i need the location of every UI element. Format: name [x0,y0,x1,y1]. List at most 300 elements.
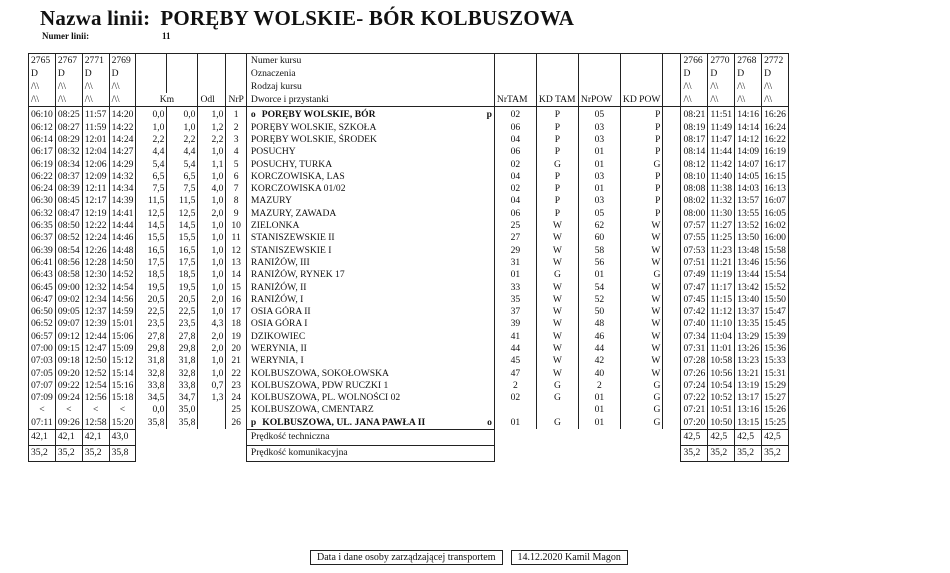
km-value: 22,5 [136,306,167,318]
header-cell: 2772 [762,54,789,68]
return-time: 15:58 [762,244,789,256]
speed-value: 35,2 [681,445,708,461]
km-value: 0,0 [136,107,167,122]
blank-cell [536,445,578,461]
departure-time: 08:32 [55,146,82,158]
blank-cell [663,244,681,256]
departure-time: 12:28 [82,257,109,269]
departure-time: 12:50 [82,355,109,367]
kind-cell: /\\ [762,93,789,107]
table-row [29,107,789,122]
km-value: 35,0 [167,404,198,416]
speed-value: 35,2 [708,445,735,461]
kdtam-value: W [536,281,578,293]
table-row [29,306,789,318]
table-row [29,293,789,305]
departure-time: 06:35 [29,220,56,232]
nrtam-value: 02 [494,158,536,170]
departure-time: < [55,404,82,416]
distance-value: 1,0 [198,232,226,244]
distance-value [198,416,226,429]
kdtam-value: P [536,107,578,122]
kdtam-value: W [536,220,578,232]
return-time: 07:21 [681,404,708,416]
kind-cell: /\\ [708,93,735,107]
return-time: 11:17 [708,281,735,293]
km-value: 6,5 [167,170,198,182]
nrpow-value: 03 [578,121,620,133]
stop-name [246,367,494,379]
return-time: 13:42 [735,281,762,293]
return-time: 15:54 [762,269,789,281]
distance-value: 1,0 [198,306,226,318]
speed-value: 42,1 [82,429,109,445]
stop-name-text: KOLBUSZOWA, CMENTARZ [250,404,374,416]
return-time: 13:55 [735,207,762,219]
return-time: 11:12 [708,306,735,318]
departure-time: 08:45 [55,195,82,207]
kdpow-value: W [620,367,663,379]
stop-name-text: PORĘBY WOLSKIE, SZKOŁA [250,121,377,133]
km-value: 5,4 [167,158,198,170]
km-value: 31,8 [167,355,198,367]
blank-cell [663,404,681,416]
kdpow-value: P [620,170,663,182]
stop-number: 13 [226,257,246,269]
departure-time: 08:47 [55,207,82,219]
return-time: 07:47 [681,281,708,293]
nrtam-value: 02 [494,183,536,195]
speed-value: 42,1 [29,429,56,445]
header-row [29,67,789,80]
departure-time: 12:09 [82,170,109,182]
stop-name [246,207,494,219]
blank-cell [494,429,536,445]
return-time: 15:50 [762,293,789,305]
departure-time: 14:22 [109,121,136,133]
stop-name-text: RANIŻÓW, III [250,256,310,268]
stop-name-text: KOLBUSZOWA, PDW RUCZKI 1 [250,379,389,391]
speed-value: 42,5 [762,429,789,445]
departure-time: 12:58 [82,416,109,429]
kdpow-value: W [620,330,663,342]
return-time: 16:05 [762,207,789,219]
departure-time: 08:37 [55,170,82,182]
header-cell: 2771 [82,54,109,68]
nrtam-value: 04 [494,170,536,182]
stop-name [246,195,494,207]
return-time: 11:32 [708,195,735,207]
kdpow-value: G [620,392,663,404]
header-blank [167,80,198,93]
kind-cell: /\\ [82,93,109,107]
blank-cell [663,207,681,219]
header-cell: D [681,67,708,80]
nrtam-value: 01 [494,269,536,281]
return-time: 14:12 [735,134,762,146]
km-value: 15,5 [136,232,167,244]
kdtam-value: G [536,158,578,170]
speed-comm-row [29,445,789,461]
stop-name-text: WERYNIA, I [250,355,304,367]
departure-time: 06:12 [29,121,56,133]
stop-name [246,318,494,330]
departure-time: 12:04 [82,146,109,158]
kdtam-value: G [536,416,578,429]
return-time: 07:51 [681,257,708,269]
distance-value: 1,0 [198,170,226,182]
kdtam-value: W [536,330,578,342]
distance-value: 1,2 [198,121,226,133]
stop-name [246,170,494,182]
departure-time: 14:59 [109,306,136,318]
blank-cell [167,429,198,445]
stop-name [246,107,494,122]
nrtam-value: 06 [494,207,536,219]
departure-time: 12:06 [82,158,109,170]
stop-number: 26 [226,416,246,429]
departure-time: 12:26 [82,244,109,256]
blank-cell [663,220,681,232]
departure-time: 14:46 [109,232,136,244]
stop-name [246,293,494,305]
speed-value: 35,8 [109,445,136,461]
stop-name [246,404,494,416]
table-row [29,121,789,133]
departure-time: 08:52 [55,232,82,244]
nrpow-value: 50 [578,306,620,318]
kdpow-header: KD POW [620,93,663,107]
departure-time: 08:56 [55,257,82,269]
kdpow-value: P [620,121,663,133]
return-time: 10:58 [708,355,735,367]
header-blank [494,54,536,68]
km-value: 15,5 [167,232,198,244]
blank-cell [536,429,578,445]
kind-cell: /\\ [109,93,136,107]
return-time: 11:19 [708,269,735,281]
header-blank [663,54,681,68]
stop-name-text: PORĘBY WOLSKIE, ŚRODEK [250,133,377,145]
kdpow-value: W [620,257,663,269]
nrpow-value: 48 [578,318,620,330]
blank-cell [663,146,681,158]
header-cell: D [82,67,109,80]
return-time: 14:16 [735,107,762,122]
kdtam-value: G [536,380,578,392]
departure-time: 11:59 [82,121,109,133]
nrpow-value: 03 [578,134,620,146]
nrtam-value: 02 [494,107,536,122]
return-time: 08:00 [681,207,708,219]
departure-time: 12:19 [82,207,109,219]
departure-time: 14:20 [109,107,136,122]
km-value: 16,5 [167,244,198,256]
return-time: 13:19 [735,380,762,392]
header-cell: /\\ [735,80,762,93]
km-value: 31,8 [136,355,167,367]
return-time: 15:39 [762,330,789,342]
km-value: 27,8 [136,330,167,342]
kdtam-value: G [536,392,578,404]
km-value: 18,5 [167,269,198,281]
km-value: 19,5 [167,281,198,293]
return-time: 16:15 [762,170,789,182]
return-time: 07:28 [681,355,708,367]
return-time: 08:08 [681,183,708,195]
stop-name [246,380,494,392]
speed-label: Prędkość techniczna [246,429,494,445]
kdtam-header: KD TAM [536,93,578,107]
km-value: 14,5 [136,220,167,232]
stop-name [246,416,494,429]
header-cell: 2770 [708,54,735,68]
stop-number: 4 [226,146,246,158]
departure-time: 06:45 [29,281,56,293]
departure-time: 14:41 [109,207,136,219]
return-time: 13:52 [735,220,762,232]
departure-time: 09:20 [55,367,82,379]
stop-name-text: RANIŻÓW, I [250,293,304,305]
departure-time: 08:50 [55,220,82,232]
km-value: 14,5 [167,220,198,232]
stop-name [246,220,494,232]
departure-time: 09:12 [55,330,82,342]
nrpow-value: 62 [578,220,620,232]
km-value: 17,5 [136,257,167,269]
return-time: 10:56 [708,367,735,379]
km-value: 29,8 [136,343,167,355]
return-time: 07:57 [681,220,708,232]
nrpow-value: 56 [578,257,620,269]
return-time: 13:37 [735,306,762,318]
return-time: 13:26 [735,343,762,355]
stop-number: 10 [226,220,246,232]
departure-time: 12:24 [82,232,109,244]
table-row [29,416,789,429]
stop-number: 1 [226,107,246,122]
stop-name [246,121,494,133]
header-cell: /\\ [55,80,82,93]
departure-time: 15:18 [109,392,136,404]
header-blank [226,80,246,93]
return-time: 07:22 [681,392,708,404]
stop-name-text: MAZURY, ZAWADA [250,207,337,219]
return-time: 07:20 [681,416,708,429]
return-time: 15:25 [762,416,789,429]
return-time: 08:19 [681,121,708,133]
kdpow-value: W [620,318,663,330]
nrpow-value: 01 [578,392,620,404]
nrpow-value: 01 [578,183,620,195]
distance-value: 1,0 [198,146,226,158]
return-time: 14:03 [735,183,762,195]
stop-flag-right: p [486,109,492,121]
return-time: 16:13 [762,183,789,195]
distance-value: 2,0 [198,207,226,219]
kdpow-value: W [620,355,663,367]
stop-name-text: MAZURY [250,195,292,207]
distance-value: 2,0 [198,343,226,355]
return-time: 11:51 [708,107,735,122]
departure-time: 12:17 [82,195,109,207]
nrtam-value: 35 [494,293,536,305]
departure-time: 06:52 [29,318,56,330]
header-cell: D [29,67,56,80]
header-label: Rodzaj kursu [246,80,494,93]
return-time: 14:14 [735,121,762,133]
return-time: 07:42 [681,306,708,318]
stop-name [246,146,494,158]
blank-cell [663,392,681,404]
departure-time: 14:27 [109,146,136,158]
stop-name-text: POSUCHY, TURKA [250,158,333,170]
departure-time: 15:12 [109,355,136,367]
km-value: 35,8 [167,416,198,429]
departure-time: 06:17 [29,146,56,158]
header-blank [536,54,578,68]
speed-value: 35,2 [29,445,56,461]
distance-value: 1,3 [198,392,226,404]
distance-value: 1,0 [198,195,226,207]
stop-name-text: OSIA GÓRA II [250,306,311,318]
header-blank [226,67,246,80]
nrpow-value: 60 [578,232,620,244]
blank-cell [663,134,681,146]
stop-number: 3 [226,134,246,146]
kdpow-value: G [620,380,663,392]
kdpow-value: P [620,195,663,207]
departure-time: 08:29 [55,134,82,146]
return-time: 08:12 [681,158,708,170]
blank-cell [663,269,681,281]
return-time: 11:40 [708,170,735,182]
table-row [29,134,789,146]
return-time: 07:53 [681,244,708,256]
column-title-row [29,93,789,107]
km-value: 12,5 [136,207,167,219]
km-value: 0,0 [136,404,167,416]
blank-cell [663,281,681,293]
return-time: 13:44 [735,269,762,281]
return-time: 15:29 [762,380,789,392]
km-value: 6,5 [136,170,167,182]
departure-time: 09:07 [55,318,82,330]
stop-name-text: DZIKOWIEC [250,330,306,342]
table-row [29,183,789,195]
stop-name-text: OSIA GÓRA I [250,318,308,330]
km-value: 20,5 [136,293,167,305]
departure-time: < [109,404,136,416]
kdtam-value: W [536,318,578,330]
return-time: 13:29 [735,330,762,342]
return-time: 13:40 [735,293,762,305]
km-value: 11,5 [167,195,198,207]
departure-time: 06:32 [29,207,56,219]
header-blank [136,80,167,93]
speed-value: 35,2 [735,445,762,461]
header-blank [136,54,167,68]
speed-tech-row [29,429,789,445]
stop-name-text: POSUCHY [250,146,296,158]
nrpow-header: NrPOW [578,93,620,107]
departure-time: 15:14 [109,367,136,379]
departure-time: 07:07 [29,380,56,392]
nrtam-value: 27 [494,232,536,244]
stop-number: 18 [226,318,246,330]
nrpow-value: 44 [578,343,620,355]
table-row [29,220,789,232]
stop-name [246,257,494,269]
departure-time: 12:56 [82,392,109,404]
departure-time: 08:34 [55,158,82,170]
km-value: 20,5 [167,293,198,305]
stop-number: 2 [226,121,246,133]
departure-time: 09:02 [55,293,82,305]
kdtam-value: P [536,146,578,158]
blank-cell [663,416,681,429]
table-row [29,318,789,330]
km-value: 23,5 [167,318,198,330]
return-time: 08:10 [681,170,708,182]
blank-cell [198,429,226,445]
header-blank [620,67,663,80]
departure-time: 09:22 [55,380,82,392]
km-value: 33,8 [167,380,198,392]
departure-time: 14:50 [109,257,136,269]
blank-cell [578,445,620,461]
distance-value: 2,0 [198,293,226,305]
speed-value: 42,5 [735,429,762,445]
page-title [40,6,574,31]
line-name-label: Nazwa linii: [40,6,151,30]
nrtam-value: 06 [494,146,536,158]
departure-time: 14:24 [109,134,136,146]
distance-value: 1,0 [198,281,226,293]
departure-time: 14:56 [109,293,136,305]
blank-cell [663,429,681,445]
return-time: 13:46 [735,257,762,269]
departure-time: 14:48 [109,244,136,256]
header-blank [663,93,681,107]
stop-flag-right: o [487,416,492,428]
stop-name [246,306,494,318]
header-cell: D [762,67,789,80]
km-value: 34,7 [167,392,198,404]
speed-value: 35,2 [55,445,82,461]
stop-name [246,244,494,256]
km-value: 32,8 [136,367,167,379]
departure-time: 09:24 [55,392,82,404]
odl-header: Odl [198,93,226,107]
blank-cell [663,367,681,379]
kdpow-value: G [620,269,663,281]
km-value: 12,5 [167,207,198,219]
stop-number: 20 [226,343,246,355]
kdpow-value: W [620,306,663,318]
table-row [29,343,789,355]
stop-name [246,330,494,342]
table-row [29,281,789,293]
stop-name [246,269,494,281]
departure-time: 06:43 [29,269,56,281]
return-time: 11:38 [708,183,735,195]
return-time: 11:49 [708,121,735,133]
distance-value: 1,0 [198,367,226,379]
kdpow-value: W [620,232,663,244]
return-time: 13:48 [735,244,762,256]
header-cell: /\\ [708,80,735,93]
